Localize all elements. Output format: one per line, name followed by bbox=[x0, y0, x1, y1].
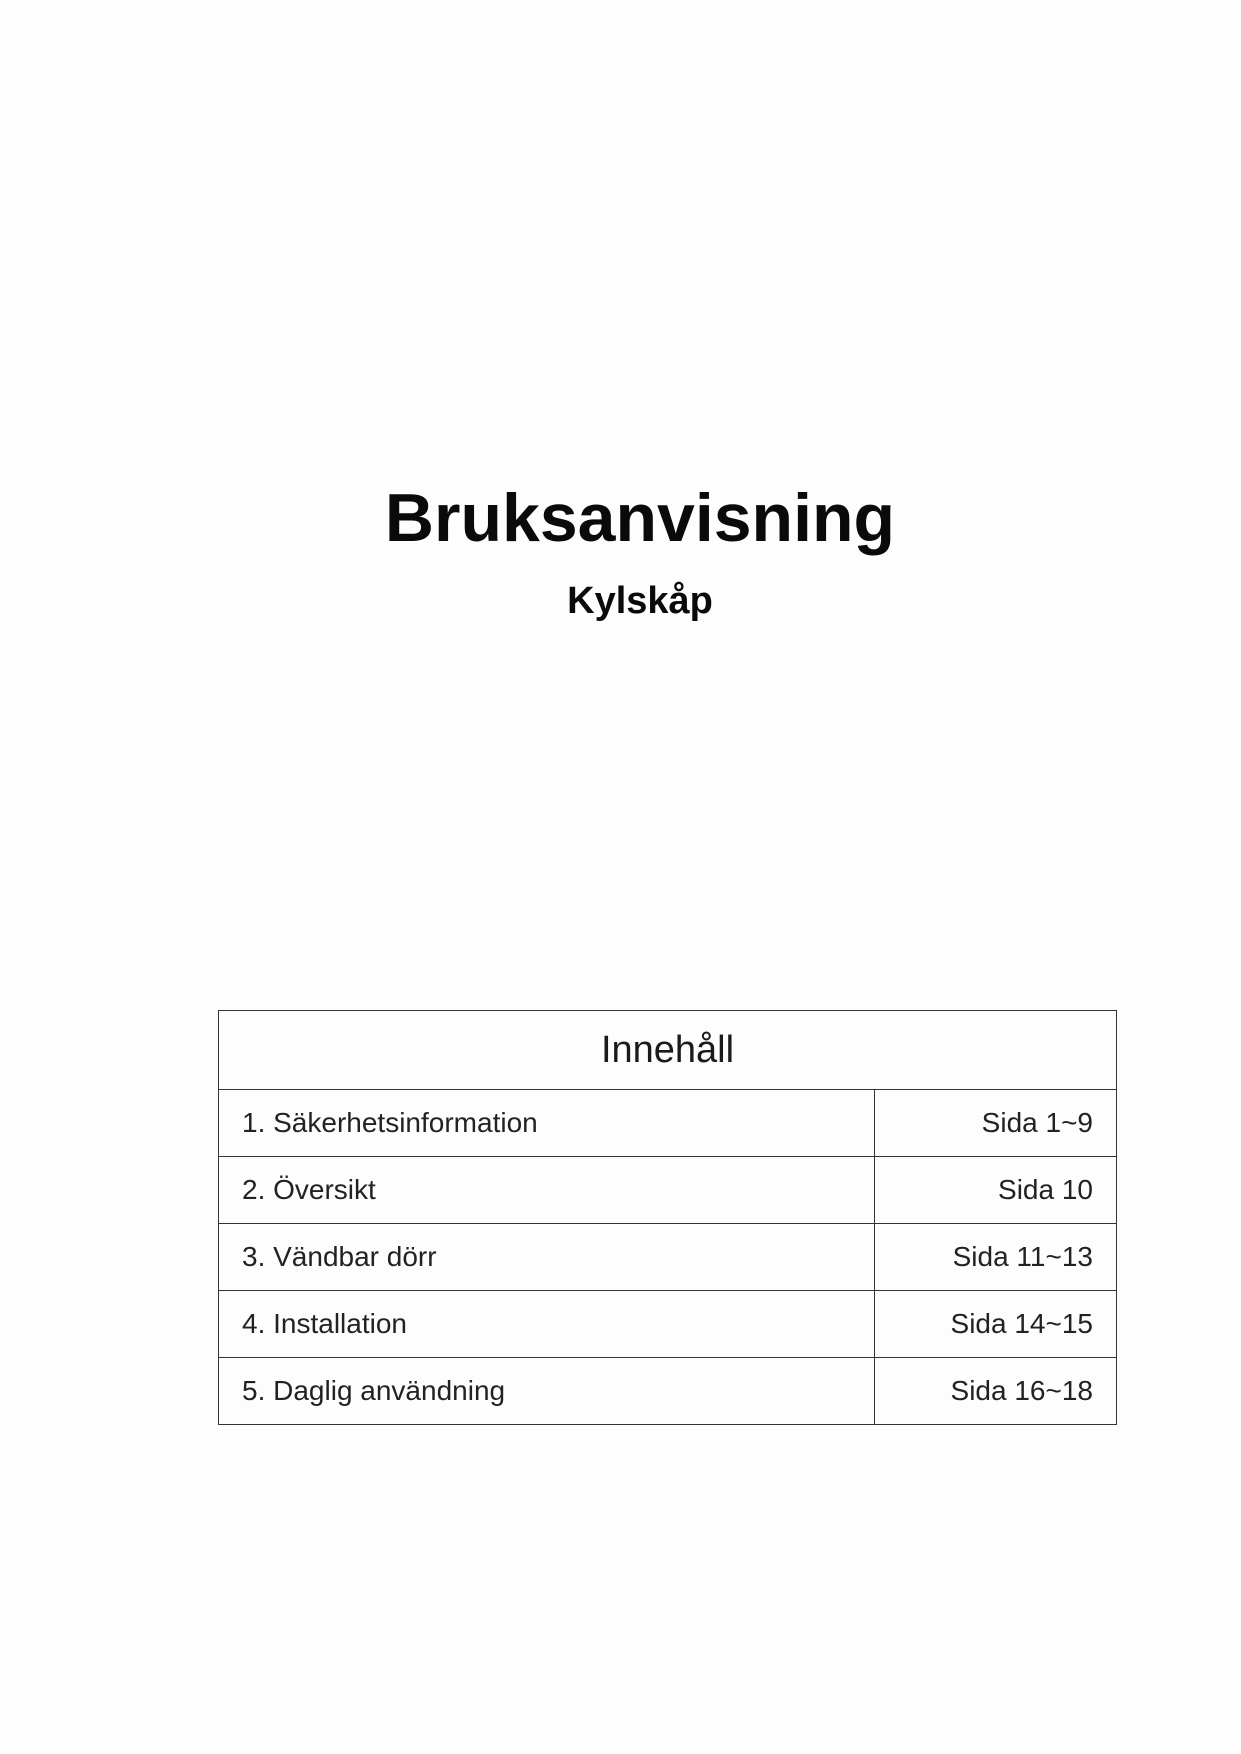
toc-page: Sida 10 bbox=[875, 1157, 1117, 1224]
table-row bbox=[219, 1157, 1117, 1224]
toc-section: 5. Daglig användning bbox=[219, 1358, 875, 1425]
table-row bbox=[219, 1224, 1117, 1291]
table-row bbox=[219, 1291, 1117, 1358]
table-row bbox=[219, 1358, 1117, 1425]
table-of-contents bbox=[218, 1010, 1117, 1425]
toc-page: Sida 14~15 bbox=[875, 1291, 1117, 1358]
toc-section: 3. Vändbar dörr bbox=[219, 1224, 875, 1291]
toc-page: Sida 11~13 bbox=[875, 1224, 1117, 1291]
toc-section: 4. Installation bbox=[219, 1291, 875, 1358]
document-subtitle: Kylskåp bbox=[567, 580, 713, 622]
toc-section: 1. Säkerhetsinformation bbox=[219, 1090, 875, 1157]
table-row bbox=[219, 1090, 1117, 1157]
toc-section: 2. Översikt bbox=[219, 1157, 875, 1224]
toc-header-row bbox=[219, 1011, 1117, 1090]
document-title: Bruksanvisning bbox=[384, 480, 896, 556]
toc-header: Innehåll bbox=[219, 1011, 1117, 1090]
toc-page: Sida 16~18 bbox=[875, 1358, 1117, 1425]
toc-page: Sida 1~9 bbox=[875, 1090, 1117, 1157]
